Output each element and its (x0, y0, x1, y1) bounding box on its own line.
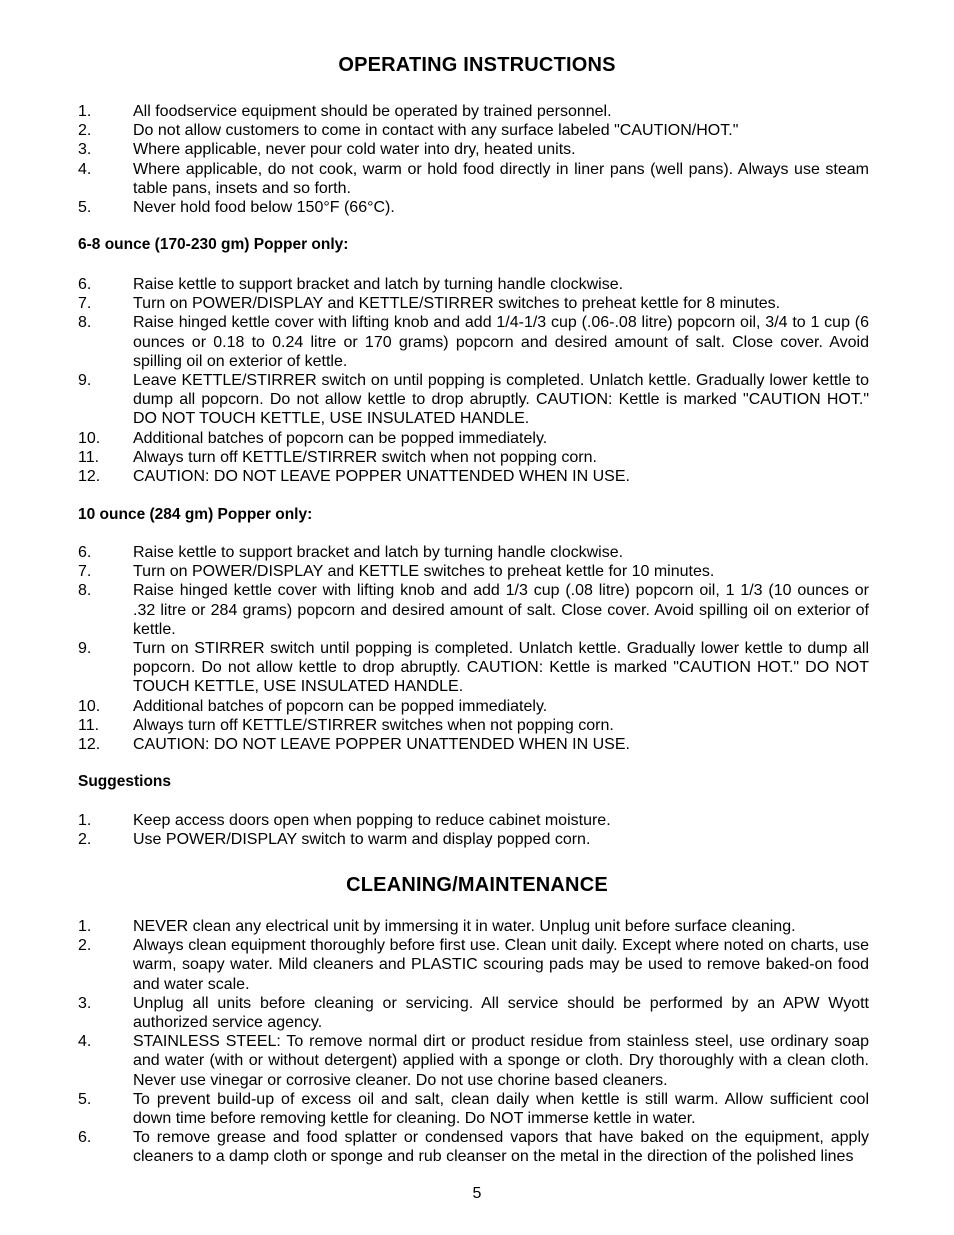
general-instructions-list (0, 102, 954, 217)
list-item (0, 830, 869, 849)
item-text: Unplug all units before cleaning or servicing. All service should be performed by an APW Wyott authorized service agency. (133, 994, 869, 1032)
item-text: All foodservice equipment should be operated by trained personnel. (133, 103, 612, 120)
item-number: 1. (78, 103, 92, 120)
list-item (0, 448, 869, 467)
item-number: 2. (78, 122, 92, 140)
item-number: 4. (78, 1033, 92, 1051)
list-item (0, 102, 869, 121)
item-text: STAINLESS STEEL: To remove normal dirt or product residue from stainless steel, use ordinary soap and water (with or without detergent) applied with a sponge or cloth. Dry thoroughly with a clean cloth. Never use vinegar or corrosive cleaner. Do not use chorine based cleaners. (133, 1033, 869, 1089)
large-popper-heading: 10 ounce (284 gm) Popper only: (78, 506, 313, 523)
item-number: 10. (78, 697, 101, 715)
list-item (0, 716, 869, 735)
list-item (0, 697, 869, 716)
item-text: Never hold food below 150°F (66°C). (133, 199, 395, 217)
item-number: 7. (78, 563, 92, 581)
list-item (0, 160, 869, 198)
page-number: 5 (472, 1185, 482, 1202)
item-text: Turn on POWER/DISPLAY and KETTLE switches to preheat kettle for 10 minutes. (133, 563, 715, 581)
item-number: 11. (78, 448, 100, 466)
item-number: 12. (78, 468, 101, 486)
item-number: 2. (78, 937, 92, 955)
cleaning-maintenance-title: CLEANING/MAINTENANCE (346, 874, 608, 896)
item-text: NEVER clean any electrical unit by immersing it in water. Unplug unit before surface cleaning. (133, 918, 796, 935)
item-number: 1. (78, 918, 92, 935)
cleaning-steps (0, 917, 954, 1167)
list-item (0, 735, 869, 754)
item-number: 7. (78, 295, 92, 313)
item-number: 8. (78, 582, 92, 600)
item-text: Where applicable, do not cook, warm or hold food directly in liner pans (well pans). Always use steam table pans, insets and so forth. (133, 160, 869, 197)
item-number: 1. (78, 812, 92, 829)
list-item (0, 1128, 869, 1166)
list-item (0, 1090, 869, 1128)
item-number: 12. (78, 736, 101, 754)
item-number: 4. (78, 160, 92, 178)
item-text: Raise hinged kettle cover with lifting knob and add 1/3 cup (.08 litre) popcorn oil, 1 1/3 (10 ounces or .32 litre or 284 grams) popcorn and desired amount of salt. Close cover. Avoid spilling oil on exterior of kettle. (133, 582, 869, 638)
list-item (0, 140, 869, 159)
list-item (0, 198, 869, 217)
list-item (0, 294, 869, 313)
item-text: Turn on POWER/DISPLAY and KETTLE/STIRRER switches to preheat kettle for 8 minutes. (133, 295, 781, 313)
item-text: Leave KETTLE/STIRRER switch on until popping is completed. Unlatch kettle. Gradually lower kettle to dump all popcorn. Do not allow kettle to drop abruptly. CAUTION: Kettle is marked "CAUTION HOT." DO NOT TOUCH KETTLE, USE INSULATED HANDLE. (133, 372, 869, 428)
item-number: 8. (78, 314, 92, 332)
list-item (0, 467, 869, 486)
item-text: Always turn off KETTLE/STIRRER switch when not popping corn. (133, 448, 597, 466)
suggestions-heading: Suggestions (78, 773, 172, 790)
item-number: 3. (78, 141, 92, 159)
suggestions-list (0, 811, 954, 849)
list-item (0, 639, 869, 697)
item-number: 9. (78, 372, 92, 390)
item-text: CAUTION: DO NOT LEAVE POPPER UNATTENDED WHEN IN USE. (133, 736, 630, 754)
item-text: Always turn off KETTLE/STIRRER switches when not popping corn. (133, 716, 614, 734)
item-text: Use POWER/DISPLAY switch to warm and display popped corn. (133, 831, 591, 849)
item-text: Turn on STIRRER switch until popping is completed. Unlatch kettle. Gradually lower kettle to dump all popcorn. Do not allow kettle to drop abruptly. CAUTION: Kettle is marked "CAUTION HOT." DO NOT TOUCH KETTLE, USE INSULATED HANDLE. (133, 640, 869, 696)
item-text: Raise kettle to support bracket and latch by turning handle clockwise. (133, 544, 624, 561)
list-item (0, 994, 869, 1032)
item-text: Always clean equipment thoroughly before first use. Clean unit daily. Except where noted on charts, use warm, soapy water. Mild cleaners and PLASTIC scouring pads may be used to remove baked-on food and water scale. (133, 937, 869, 993)
item-number: 6. (78, 1129, 92, 1147)
item-number: 9. (78, 640, 92, 658)
item-number: 11. (78, 716, 100, 734)
item-number: 5. (78, 1090, 92, 1108)
item-text: Do not allow customers to come in contact with any surface labeled "CAUTION/HOT." (133, 122, 739, 140)
list-item (0, 543, 869, 562)
list-item (0, 562, 869, 581)
list-item (0, 429, 869, 448)
item-text: CAUTION: DO NOT LEAVE POPPER UNATTENDED WHEN IN USE. (133, 468, 630, 486)
small-popper-steps (0, 275, 954, 486)
item-text: Raise hinged kettle cover with lifting knob and add 1/4-1/3 cup (.06-.08 litre) popcorn oil, 3/4 to 1 cup (6 ounces or 0.18 to 0.24 litre or 170 grams) popcorn and desired amount of salt. Close cover. Avoid spilling oil on exterior of kettle. (133, 314, 869, 370)
item-number: 6. (78, 544, 92, 561)
item-text: Where applicable, never pour cold water into dry, heated units. (133, 141, 576, 159)
list-item (0, 811, 869, 830)
small-popper-heading: 6-8 ounce (170-230 gm) Popper only: (78, 236, 349, 253)
item-text: Keep access doors open when popping to reduce cabinet moisture. (133, 812, 611, 829)
item-number: 6. (78, 276, 92, 293)
list-item (0, 917, 869, 936)
list-item (0, 936, 869, 994)
operating-instructions-title: OPERATING INSTRUCTIONS (338, 54, 616, 76)
list-item (0, 1032, 869, 1090)
list-item (0, 313, 869, 371)
list-item (0, 275, 869, 294)
item-text: Additional batches of popcorn can be popped immediately. (133, 697, 548, 715)
item-text: To prevent build-up of excess oil and salt, clean daily when kettle is still warm. Allow sufficient cool down time before removing kettle for cleaning. Do NOT immerse kettle in water. (133, 1090, 869, 1128)
item-text: Raise kettle to support bracket and latch by turning handle clockwise. (133, 276, 624, 293)
list-item (0, 581, 869, 639)
item-text: Additional batches of popcorn can be popped immediately. (133, 429, 548, 447)
item-number: 3. (78, 994, 92, 1012)
item-number: 2. (78, 831, 92, 849)
item-number: 5. (78, 199, 92, 217)
item-number: 10. (78, 429, 101, 447)
list-item (0, 371, 869, 429)
item-text: To remove grease and food splatter or condensed vapors that have baked on the equipment, apply cleaners to a damp cloth or sponge and rub cleanser on the metal in the direction of the polished lines (133, 1129, 869, 1166)
list-item (0, 121, 869, 140)
large-popper-steps (0, 543, 954, 754)
